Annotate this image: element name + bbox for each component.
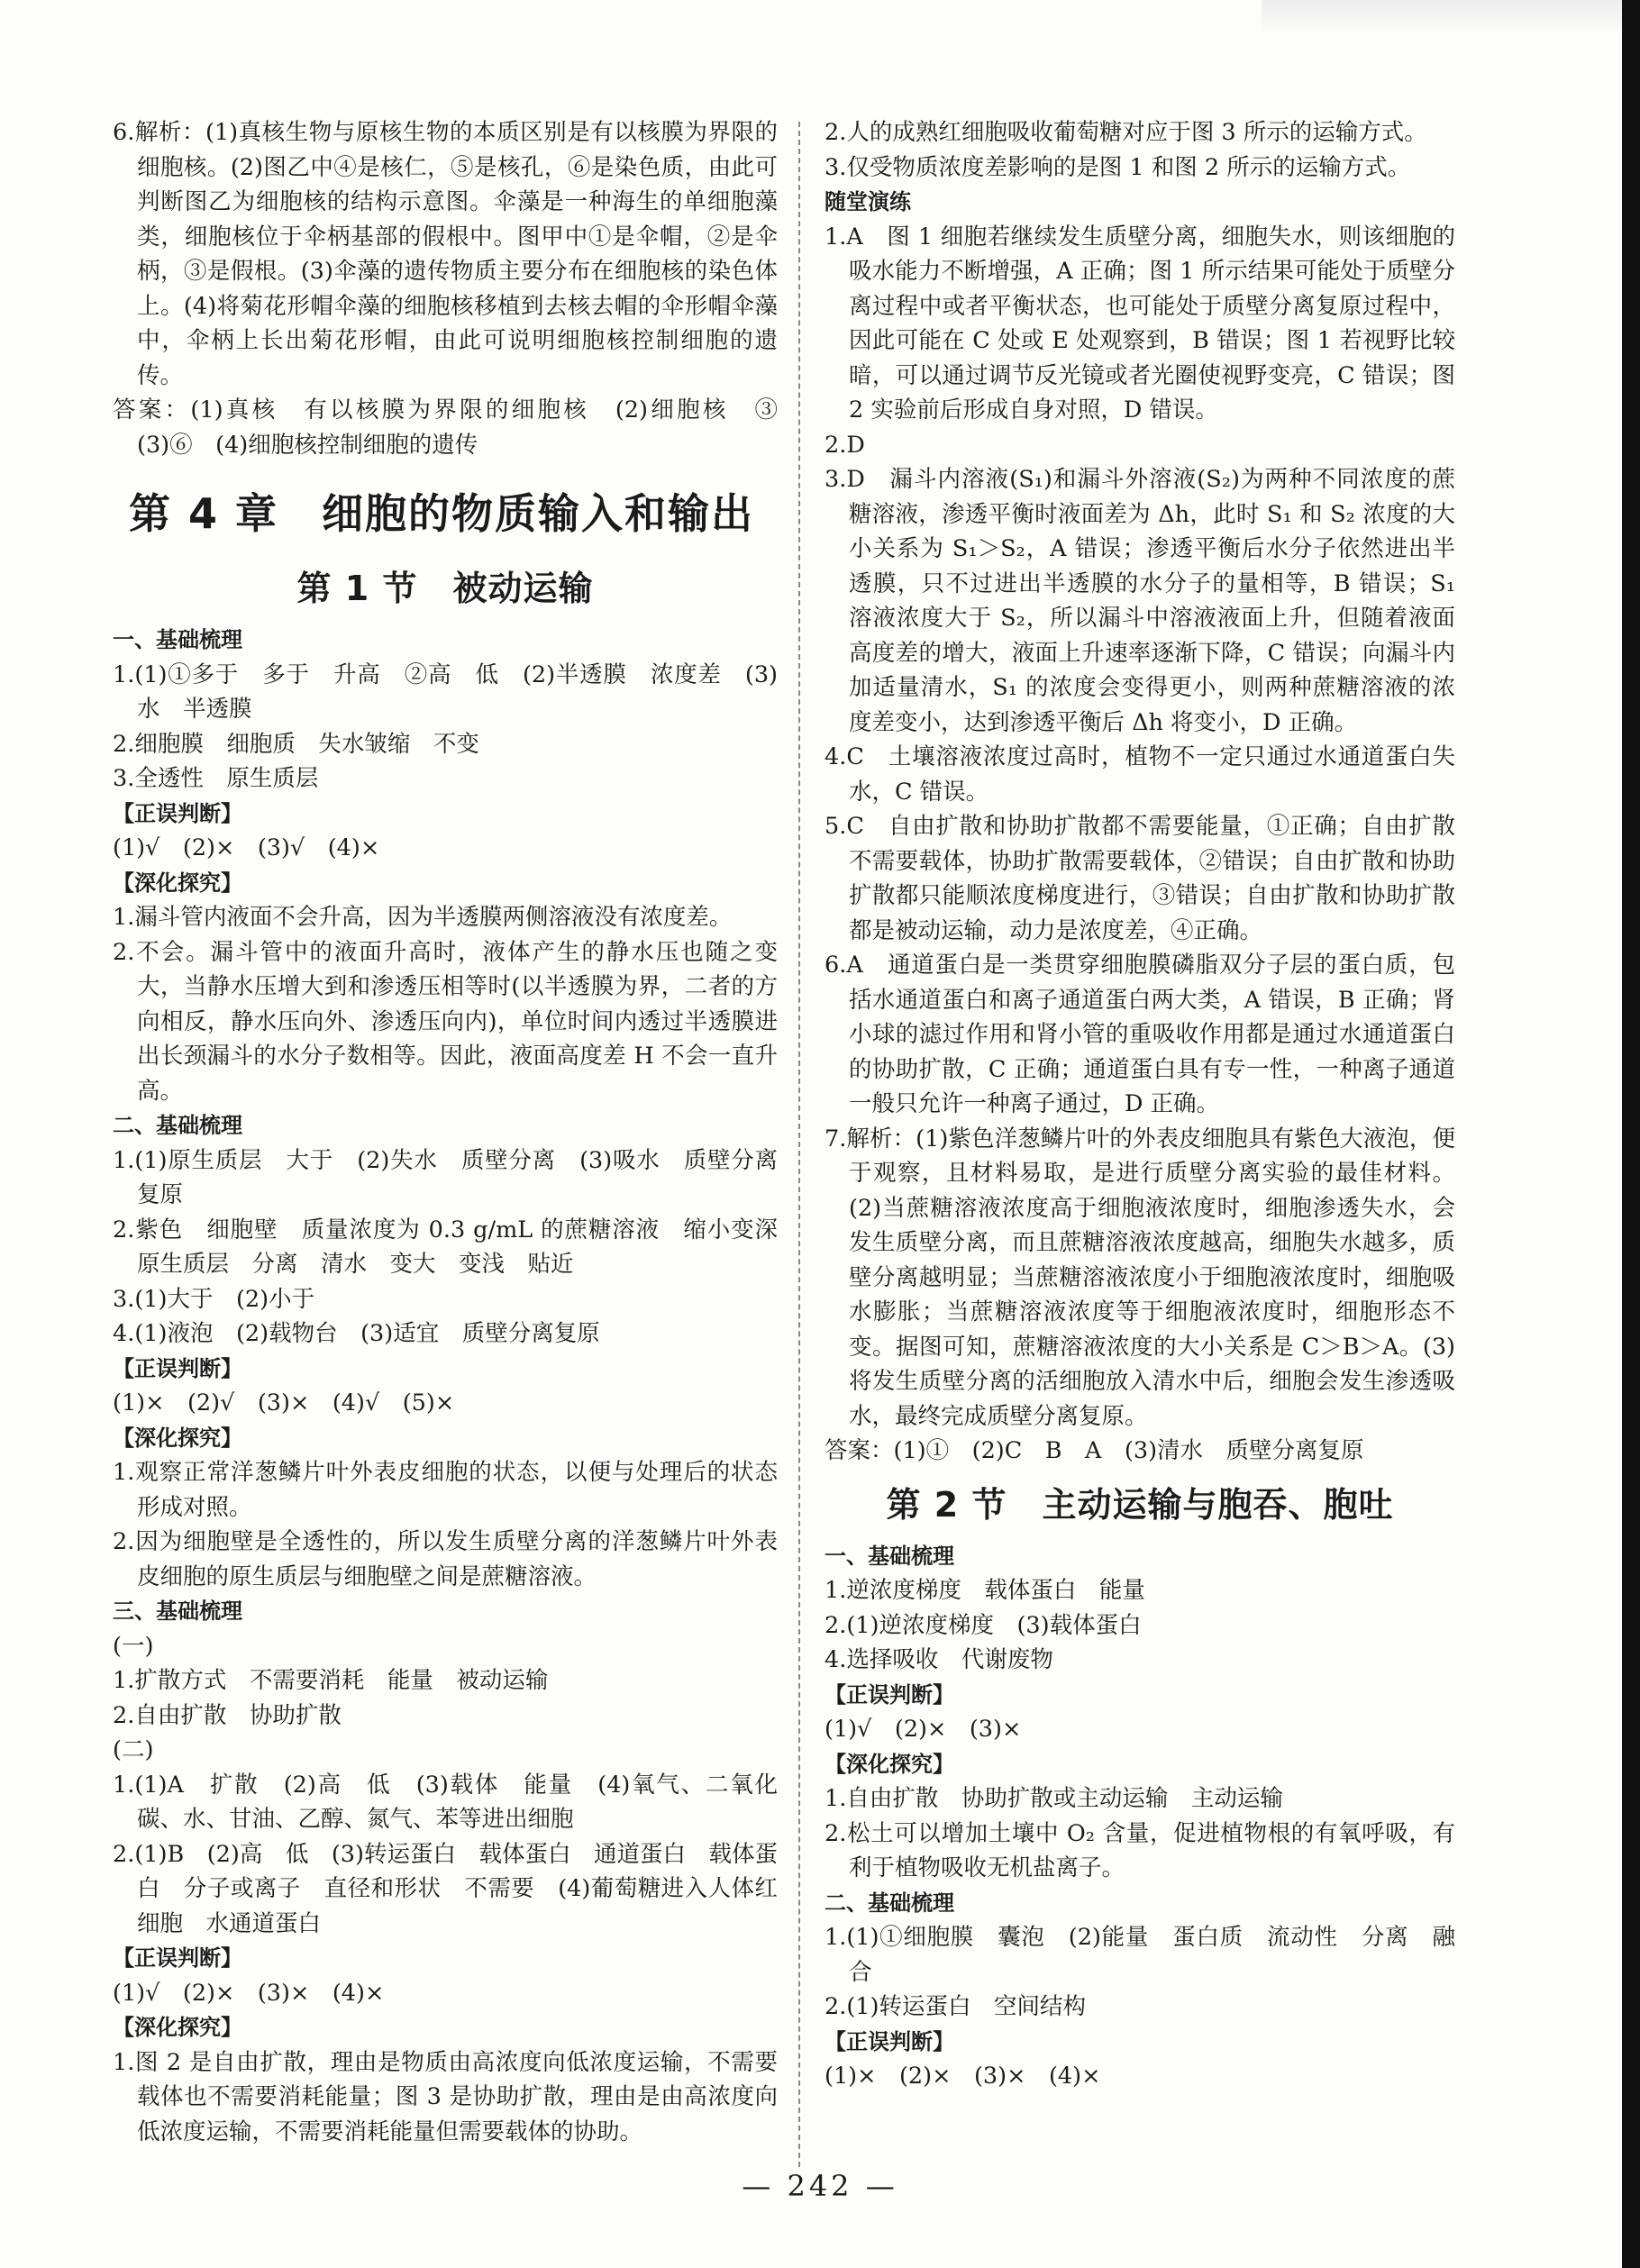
answer-item: 1.(1)①细胞膜 囊泡 (2)能量 蛋白质 流动性 分离 融合 xyxy=(825,1924,1455,1986)
answer-item: 2.(1)逆浓度梯度 (3)载体蛋白 xyxy=(825,1611,1142,1639)
answer-item: 2.细胞膜 细胞质 失水皱缩 不变 xyxy=(113,730,479,758)
answer-item: 4.选择吸收 代谢废物 xyxy=(825,1646,1053,1673)
answer-item: 6.解析：(1)真核生物与原核生物的本质区别是有以核膜为界限的细胞核。(2)图乙中④是核仁，⑤是核孔，⑥是染色质，由此可判断图乙为细胞核的结构示意图。伞藻是一种海生的单细胞藻类，细胞核位于伞柄基部的假根中。图甲中①是伞帽，②是伞柄，③是假根。(3)伞藻的遗传物质主要分布在细胞核的染色体上。(4)将菊花形帽伞藻的细胞核移植到去核去帽的伞形帽伞藻中，伞柄上长出菊花形帽，由此可说明细胞核控制细胞的遗传。 xyxy=(113,119,778,389)
answer-item: 4.(1)液泡 (2)载物台 (3)适宜 质壁分离复原 xyxy=(113,1320,600,1347)
section-heading: 随堂演练 xyxy=(825,189,911,214)
section-title: 第 2 节 主动运输与胞吞、胞吐 xyxy=(886,1484,1394,1525)
answer-item: 1.图 2 是自由扩散，理由是物质由高浓度向低浓度运输，不需要载体也不需要消耗能量；图 3 是协助扩散，理由是由高浓度向低浓度运输，不需要消耗能量但需要载体的协助。 xyxy=(113,2048,778,2145)
subsection-label: 【深化探究】 xyxy=(113,2015,242,2040)
answer-item: 答案：(1)① (2)C B A (3)清水 质壁分离复原 xyxy=(825,1437,1364,1464)
page-number: — 242 — xyxy=(742,2169,898,2203)
subsection-label: 【正误判断】 xyxy=(113,1945,242,1971)
answer-item: 2.因为细胞壁是全透性的，所以发生质壁分离的洋葱鳞片叶外表皮细胞的原生质层与细胞壁之间是蔗糖溶液。 xyxy=(113,1528,778,1590)
answer-item: 1.(1)原生质层 大于 (2)失水 质壁分离 (3)吸水 质壁分离复原 xyxy=(113,1146,778,1208)
answer-item: 2.D xyxy=(825,431,865,459)
answer-item: 1.自由扩散 协助扩散或主动运输 主动运输 xyxy=(825,1785,1283,1812)
answer-item: 1.逆浓度梯度 载体蛋白 能量 xyxy=(825,1577,1145,1604)
left-column xyxy=(113,115,801,2149)
answer-item: 2.人的成熟红细胞吸收葡萄糖对应于图 3 所示的运输方式。 xyxy=(825,119,1427,146)
answer-item: 2.松土可以增加土壤中 O₂ 含量，促进植物根的有氧呼吸，有利于植物吸收无机盐离子。 xyxy=(825,1819,1455,1881)
text-line: (1)√ (2)× (3)× xyxy=(825,1716,1022,1743)
section-heading: 三、基础梳理 xyxy=(113,1599,242,1624)
text-line: (1)× (2)√ (3)× (4)√ (5)× xyxy=(113,1389,455,1416)
answer-item: 2.不会。漏斗管中的液面升高时，液体产生的静水压也随之变大，当静水压增大到和渗透压相等时(以半透膜为界，二者的方向相反，静水压向外、渗透压向内)，单位时间内透过半透膜进出长颈漏斗的水分子数相等。因此，液面高度差 H 不会一直升高。 xyxy=(113,938,778,1105)
right-column xyxy=(825,115,1455,2094)
text-line: (1)× (2)× (3)× (4)× xyxy=(825,2063,1101,2090)
answer-item: 3.D 漏斗内溶液(S₁)和漏斗外溶液(S₂)为两种不同浓度的蔗糖溶液，渗透平衡时液面差为 Δh，此时 S₁ 和 S₂ 浓度的大小关系为 S₁＞S₂，A 错误；渗透平衡后水分子依然进出半透膜，只不过进出半透膜的水分子的量相等，B 错误；S₁ 溶液浓度大于 S₂，所以漏斗中溶液液面上升，但随着液面高度差的增大，液面上升速率逐渐下降，C 错误；向漏斗内加适量清水，S₁ 的浓度会变得更小，则两种蔗糖溶液的浓度差变小，达到渗透平衡后 Δh 将变小，D 正确。 xyxy=(825,466,1455,736)
answer-item: 1.漏斗管内液面不会升高，因为半透膜两侧溶液没有浓度差。 xyxy=(113,904,733,931)
answer-item: 1.(1)A 扩散 (2)高 低 (3)载体 能量 (4)氧气、二氧化碳、水、甘油、乙醇、氮气、苯等进出细胞 xyxy=(113,1771,778,1833)
subsection-label: 【正误判断】 xyxy=(113,800,242,826)
text-line: (一) xyxy=(113,1632,154,1660)
page-number-value: 242 xyxy=(787,2169,853,2203)
section-title: 第 1 节 被动运输 xyxy=(296,569,594,608)
subsection-label: 【深化探究】 xyxy=(113,1425,242,1451)
answer-item: 3.仅受物质浓度差影响的是图 1 和图 2 所示的运输方式。 xyxy=(825,153,1411,181)
subsection-label: 【正误判断】 xyxy=(825,2028,954,2054)
section-heading: 一、基础梳理 xyxy=(825,1543,954,1569)
answer-item: 1.观察正常洋葱鳞片叶外表皮细胞的状态，以便与处理后的状态形成对照。 xyxy=(113,1459,778,1521)
answer-item: 3.(1)大于 (2)小于 xyxy=(113,1285,315,1313)
scan-edge-shadow xyxy=(1262,0,1640,36)
subsection-label: 【正误判断】 xyxy=(825,1681,954,1708)
subsection-label: 【深化探究】 xyxy=(825,1751,954,1777)
answer-item: 答案：(1)真核 有以核膜为界限的细胞核 (2)细胞核 ③ (3)⑥ (4)细胞核控制细胞的遗传 xyxy=(113,396,801,459)
answer-item: 2.紫色 细胞壁 质量浓度为 0.3 g/mL 的蔗糖溶液 缩小变深 原生质层 分离 清水 变大 变浅 贴近 xyxy=(113,1216,801,1278)
answer-item: 3.全透性 原生质层 xyxy=(113,765,319,792)
subsection-label: 【正误判断】 xyxy=(113,1355,242,1381)
section-heading: 二、基础梳理 xyxy=(113,1113,242,1138)
answer-item: 1.(1)①多于 多于 升高 ②高 低 (2)半透膜 浓度差 (3)水 半透膜 xyxy=(113,660,778,723)
answer-item: 7.解析：(1)紫色洋葱鳞片叶的外表皮细胞具有紫色大液泡，便于观察，且材料易取，是进行质壁分离实验的最佳材料。(2)当蔗糖溶液浓度高于细胞液浓度时，细胞渗透失水，会发生质壁分离，而且蔗糖溶液浓度越高，细胞失水越多，质壁分离越明显；当蔗糖溶液浓度小于细胞液浓度时，细胞吸水膨胀；当蔗糖溶液浓度等于细胞液浓度时，细胞形态不变。据图可知，蔗糖溶液浓度的大小关系是 C＞B＞A。(3)将发生质壁分离的活细胞放入清水中后，细胞会发生渗透吸水，最终完成质壁分离复原。 xyxy=(825,1125,1455,1430)
text-line: (1)√ (2)× (3)× (4)× xyxy=(113,1979,385,2007)
text-line: (1)√ (2)× (3)√ (4)× xyxy=(113,834,380,861)
section-heading: 二、基础梳理 xyxy=(825,1890,954,1916)
answer-item: 1.扩散方式 不需要消耗 能量 被动运输 xyxy=(113,1667,549,1694)
column-divider xyxy=(798,122,800,2167)
answer-item: 6.A 通道蛋白是一类贯穿细胞膜磷脂双分子层的蛋白质，包括水通道蛋白和离子通道蛋白两大类，A 错误，B 正确；肾小球的滤过作用和肾小管的重吸收作用都是通过水通道蛋白的协助扩散，C 正确；通道蛋白具有专一性，一种离子通道一般只允许一种离子通过，D 正确。 xyxy=(825,952,1455,1117)
answer-item: 1.A 图 1 细胞若继续发生质壁分离，细胞失水，则该细胞的吸水能力不断增强，A 正确；图 1 所示结果可能处于质壁分离过程中或者平衡状态，也可能处于质壁分离复原过程中，因此可能在 C 处或 E 处观察到，B 错误；图 1 若视野比较暗，可以通过调节反光镜或者光圈使视野变亮，C 错误；图 2 实验前后形成自身对照，D 错误。 xyxy=(825,223,1455,424)
answer-item: 2.(1)B (2)高 低 (3)转运蛋白 载体蛋白 通道蛋白 载体蛋白 分子或离子 直径和形状 不需要 (4)葡萄糖进入人体红细胞 水通道蛋白 xyxy=(113,1840,778,1937)
chapter-title: 第 4 章 细胞的物质输入和输出 xyxy=(129,489,755,538)
scan-edge-bar xyxy=(1622,0,1640,2268)
section-heading: 一、基础梳理 xyxy=(113,627,242,652)
text-line: (二) xyxy=(113,1736,154,1763)
subsection-label: 【深化探究】 xyxy=(113,870,242,896)
answer-item: 2.自由扩散 协助扩散 xyxy=(113,1701,342,1729)
answer-item: 5.C 自由扩散和协助扩散都不需要能量，①正确；自由扩散不需要载体，协助扩散需要载体，②错误；自由扩散和协助扩散都只能顺浓度梯度进行，③错误；自由扩散和协助扩散都是被动运输，动力是浓度差，④正确。 xyxy=(825,813,1455,944)
answer-item: 2.(1)转运蛋白 空间结构 xyxy=(825,1993,1086,2020)
answer-item: 4.C 土壤溶液浓度过高时，植物不一定只通过水通道蛋白失水，C 错误。 xyxy=(825,743,1455,806)
